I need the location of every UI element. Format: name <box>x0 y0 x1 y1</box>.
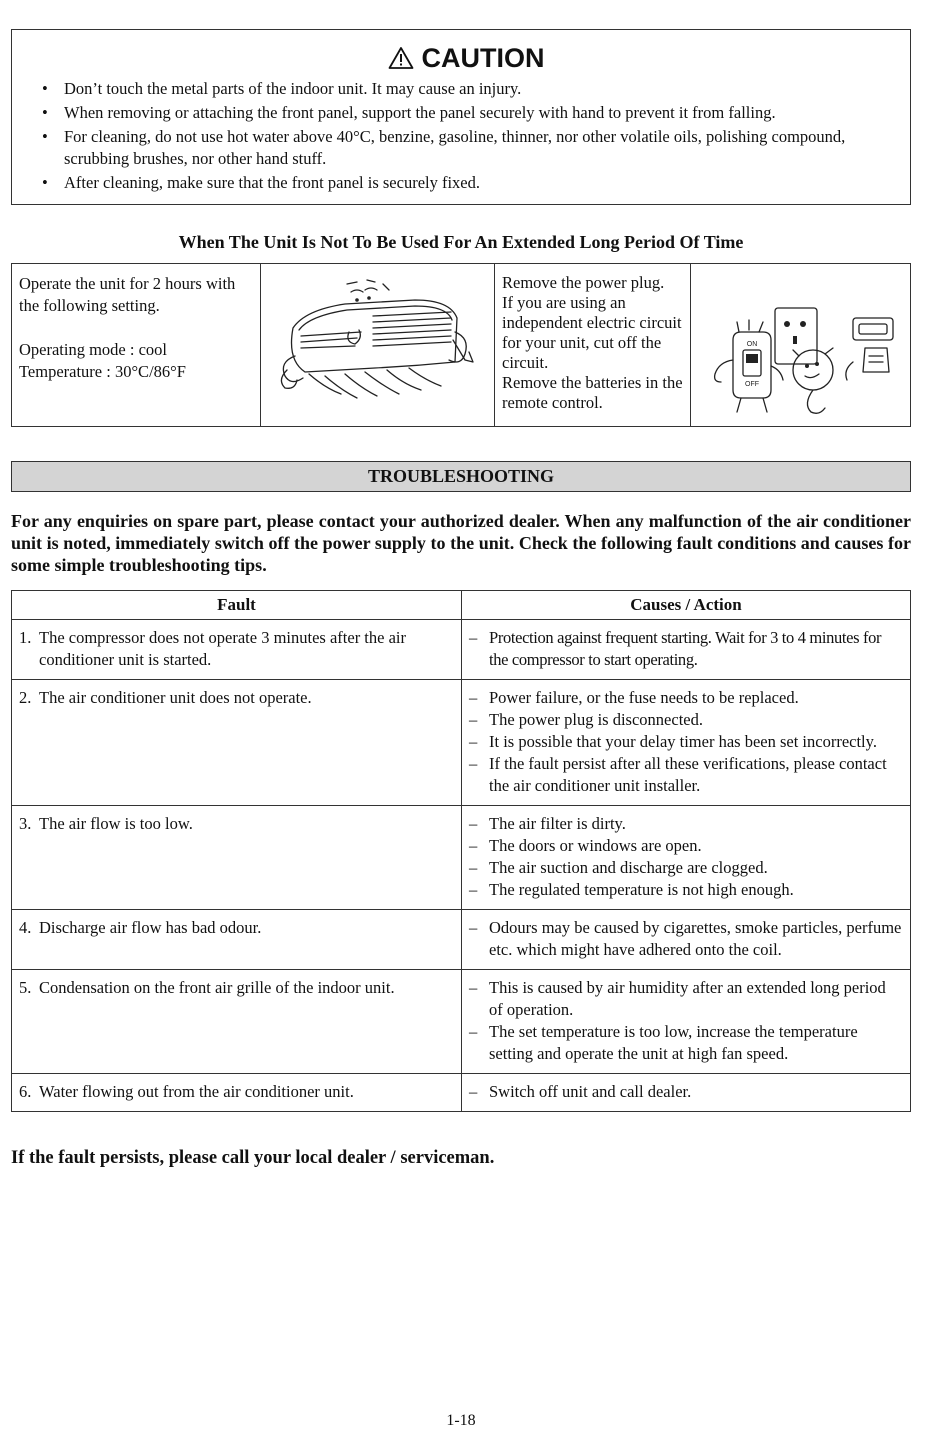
fault-cell <box>12 910 462 970</box>
fault-text: Discharge air flow has bad odour. <box>39 918 262 937</box>
table-row <box>12 806 911 910</box>
caution-heading <box>42 42 890 74</box>
operating-mode-setting: Operating mode : cool <box>19 340 168 359</box>
power-plug-illustration-cell <box>691 264 910 426</box>
indoor-unit-cleaning-illustration <box>265 270 490 420</box>
cause-item: – Protection against frequent starting. Wait for 3 to 4 minutes for the compressor to start operating. <box>469 627 903 671</box>
fault-column-header: Fault <box>12 591 462 620</box>
fault-text: Water flowing out from the air conditioner unit. <box>39 1082 354 1101</box>
cause-item: – The power plug is disconnected. <box>469 709 903 731</box>
temperature-setting: Temperature : 30°C/86°F <box>19 362 186 381</box>
causes-cell <box>462 1074 911 1112</box>
fault-number: 6. <box>19 1082 32 1101</box>
cause-item: – Power failure, or the fuse needs to be replaced. <box>469 687 903 709</box>
fault-cell <box>12 680 462 806</box>
troubleshooting-heading: TROUBLESHOOTING <box>11 461 911 492</box>
cause-item: – The air suction and discharge are clogged. <box>469 857 903 879</box>
remove-batteries-instruction: Remove the batteries in the remote control. <box>502 373 683 412</box>
fault-number: 3. <box>19 814 32 833</box>
cause-item: – The air filter is dirty. <box>469 813 903 835</box>
causes-column-header: Causes / Action <box>462 591 911 620</box>
operate-instructions-cell <box>12 264 261 426</box>
switch-on-label: ON <box>746 341 758 348</box>
fault-cell <box>12 620 462 680</box>
extended-period-title: When The Unit Is Not To Be Used For An Extended Long Period Of Time <box>178 232 744 252</box>
fault-cell <box>12 970 462 1074</box>
fault-persists-note: If the fault persists, please call your local dealer / serviceman. <box>11 1148 495 1168</box>
indoor-unit-illustration-cell <box>261 264 495 426</box>
cause-item: – It is possible that your delay timer has been set incorrectly. <box>469 731 903 753</box>
power-plug-illustration <box>693 270 908 420</box>
cause-item: – The regulated temperature is not high enough. <box>469 879 903 901</box>
table-row <box>12 680 911 806</box>
fault-number: 1. <box>19 628 32 647</box>
caution-item: • Don’t touch the metal parts of the indoor unit. It may cause an injury. <box>42 78 890 100</box>
fault-text: The air conditioner unit does not operate. <box>39 688 312 707</box>
causes-cell <box>462 910 911 970</box>
fault-number: 2. <box>19 688 32 707</box>
caution-item: • For cleaning, do not use hot water above 40°C, benzine, gasoline, thinner, nor other volatile oils, polishing compound, scrubbing brushes, nor other hand stuff. <box>42 126 890 170</box>
extended-period-table <box>11 263 911 427</box>
fault-cell <box>12 1074 462 1112</box>
caution-item: • When removing or attaching the front panel, support the panel securely with hand to prevent it from falling. <box>42 102 890 124</box>
table-row <box>12 970 911 1074</box>
cause-item: – If the fault persist after all these verifications, please contact the air conditioner unit installer. <box>469 753 903 797</box>
cause-item: – Switch off unit and call dealer. <box>469 1081 903 1103</box>
table-row <box>12 1074 911 1112</box>
cause-item: – This is caused by air humidity after an extended long period of operation. <box>469 977 903 1021</box>
causes-cell <box>462 620 911 680</box>
fault-text: The compressor does not operate 3 minutes after the air conditioner unit is started. <box>39 628 406 669</box>
table-row <box>12 620 911 680</box>
cut-circuit-instruction: If you are using an independent electric circuit for your unit, cut off the circuit. <box>502 293 682 372</box>
fault-number: 5. <box>19 978 32 997</box>
cause-item: – The doors or windows are open. <box>469 835 903 857</box>
fault-text: Condensation on the front air grille of the indoor unit. <box>39 978 395 997</box>
caution-list <box>42 78 890 194</box>
causes-cell <box>462 806 911 910</box>
fault-table <box>11 590 911 1112</box>
power-instructions-cell <box>495 264 691 426</box>
caution-box <box>11 29 911 205</box>
caution-item: • After cleaning, make sure that the front panel is securely fixed. <box>42 172 890 194</box>
causes-cell <box>462 970 911 1074</box>
operate-instruction: Operate the unit for 2 hours with the following setting. <box>19 274 236 315</box>
page-number: 1-18 <box>446 1412 476 1429</box>
warning-triangle-icon <box>388 46 414 70</box>
fault-text: The air flow is too low. <box>39 814 193 833</box>
fault-number: 4. <box>19 918 32 937</box>
fault-cell <box>12 806 462 910</box>
causes-cell <box>462 680 911 806</box>
cause-item: – The set temperature is too low, increase the temperature setting and operate the unit at high fan speed. <box>469 1021 903 1065</box>
table-header-row <box>12 591 911 620</box>
cause-item: – Odours may be caused by cigarettes, smoke particles, perfume etc. which might have adhered onto the coil. <box>469 917 903 961</box>
table-row <box>12 910 911 970</box>
caution-title: CAUTION <box>421 43 545 73</box>
troubleshooting-intro: For any enquiries on spare part, please contact your authorized dealer. When any malfunction of the air conditioner unit is noted, immediately switch off the power supply to the unit. Check the following fault conditions and causes for some simple troubleshooting tips. <box>11 511 911 575</box>
switch-off-label: OFF <box>745 381 759 388</box>
remove-plug-instruction: Remove the power plug. <box>502 273 665 292</box>
